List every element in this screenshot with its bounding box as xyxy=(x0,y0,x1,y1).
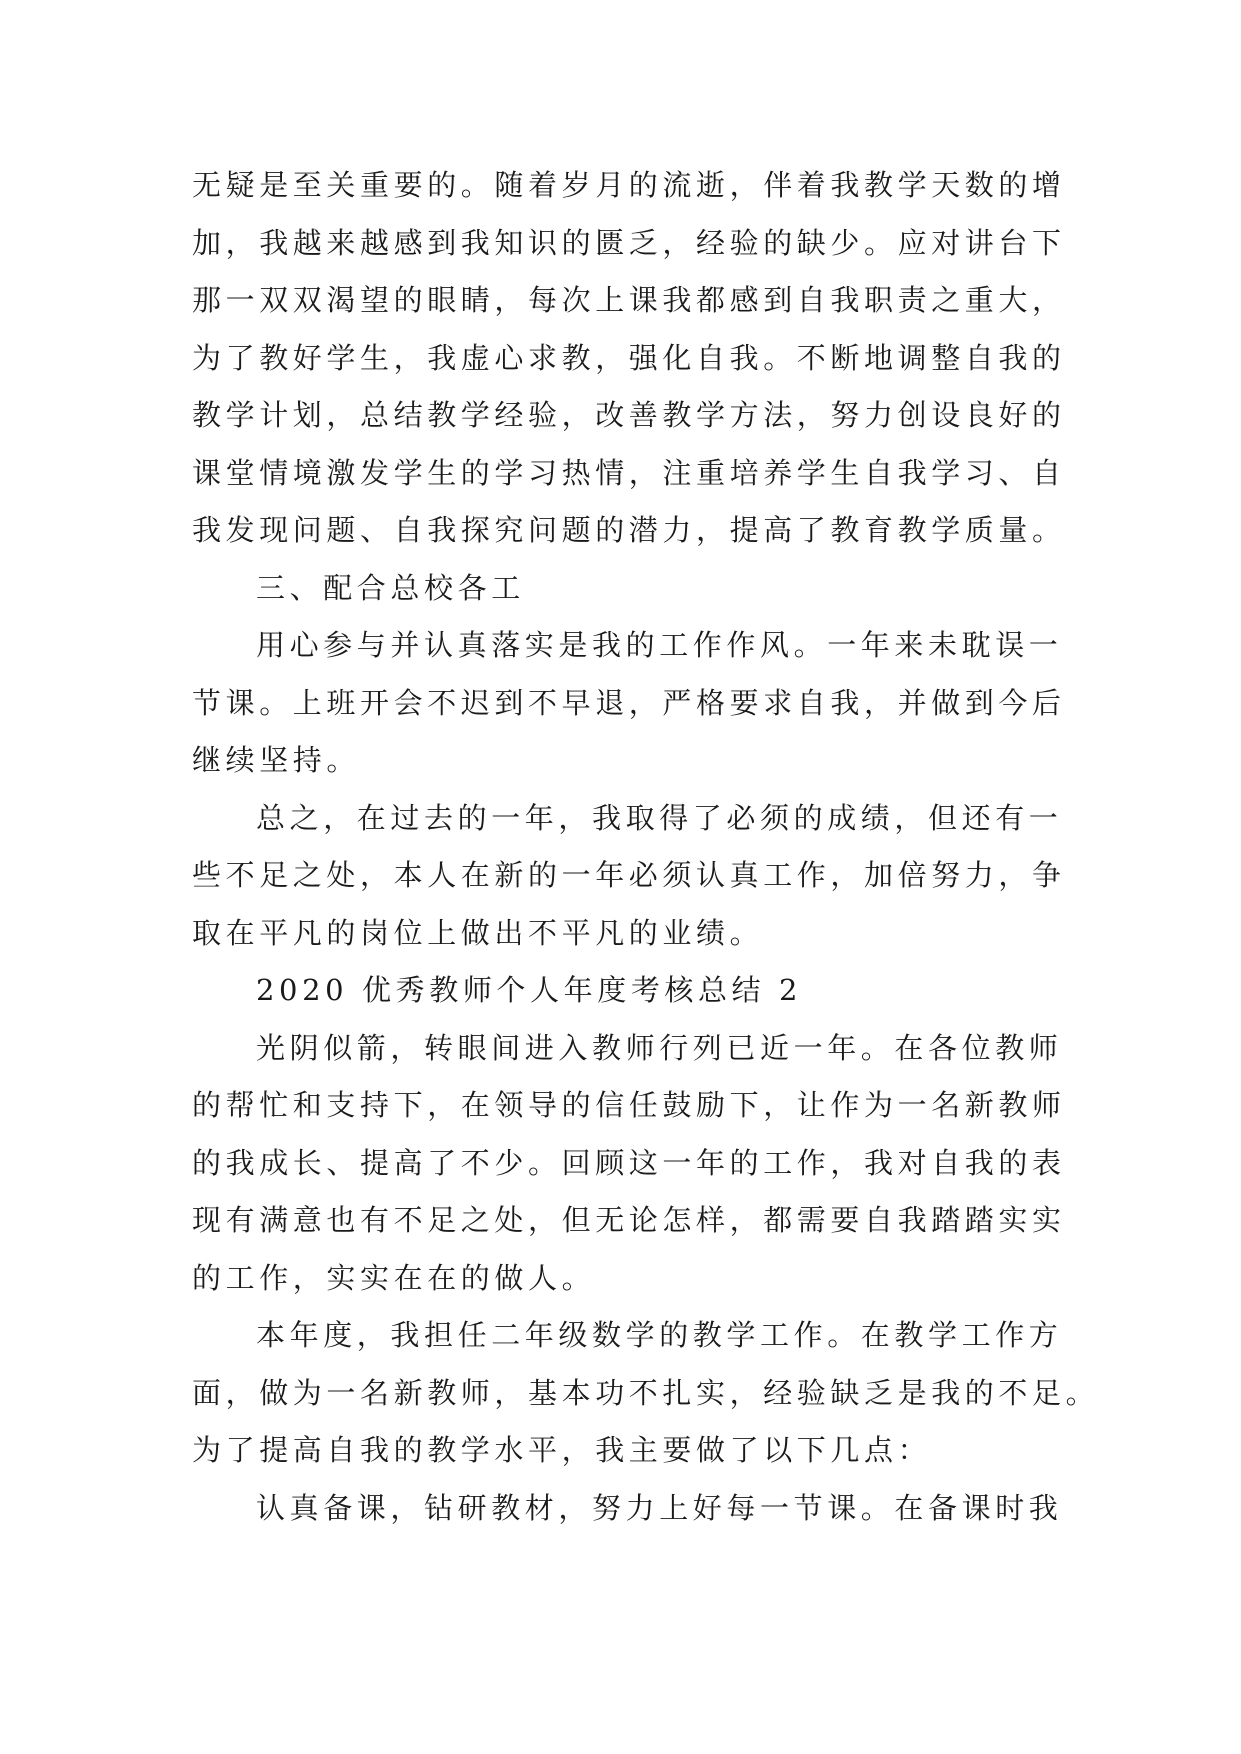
text-line: 加，我越来越感到我知识的匮乏，经验的缺少。应对讲台下 xyxy=(192,225,1066,260)
text-line: 现有满意也有不足之处，但无论怎样，都需要自我踏踏实实 xyxy=(192,1203,1066,1237)
text-line: 面，做为一名新教师，基本功不扎实，经验缺乏是我的不足。 xyxy=(192,1375,1100,1410)
text-line: 无疑是至关重要的。随着岁月的流逝，伴着我教学天数的增 xyxy=(192,168,1066,202)
text-line: 光阴似箭，转眼间进入教师行列已近一年。在各位教师 xyxy=(256,1030,1063,1065)
text-line: 继续坚持。 xyxy=(192,743,361,777)
text-line: 用心参与并认真落实是我的工作作风。一年来未耽误一 xyxy=(256,628,1063,662)
text-line: 那一双双渴望的眼睛，每次上课我都感到自我职责之重大， xyxy=(192,283,1066,317)
text-line: 教学计划，总结教学经验，改善教学方法，努力创设良好的 xyxy=(192,398,1066,432)
text-line: 课堂情境激发学生的学习热情，注重培养学生自我学习、自 xyxy=(192,455,1066,490)
text-line: 为了提高自我的教学水平，我主要做了以下几点： xyxy=(192,1433,932,1467)
text-line: 的帮忙和支持下，在领导的信任鼓励下，让作为一名新教师 xyxy=(192,1088,1066,1122)
text-line: 2020 优秀教师个人年度考核总结 2 xyxy=(256,973,803,1007)
document-body xyxy=(192,157,1100,1537)
text-line: 为了教好学生，我虚心求教，强化自我。不断地调整自我的 xyxy=(192,340,1066,375)
text-line: 本年度，我担任二年级数学的教学工作。在教学工作方 xyxy=(256,1318,1063,1352)
text-line: 我发现问题、自我探究问题的潜力，提高了教育教学质量。 xyxy=(192,513,1066,547)
text-line: 取在平凡的岗位上做出不平凡的业绩。 xyxy=(192,915,764,950)
text-line: 总之，在过去的一年，我取得了必须的成绩，但还有一 xyxy=(256,800,1063,835)
text-line: 些不足之处，本人在新的一年必须认真工作，加倍努力，争 xyxy=(192,858,1066,892)
text-line: 节课。上班开会不迟到不早退，严格要求自我，并做到今后 xyxy=(192,685,1066,720)
text-line: 三、配合总校各工 xyxy=(256,570,525,605)
text-line: 认真备课，钻研教材，努力上好每一节课。在备课时我 xyxy=(256,1490,1063,1525)
text-line: 的我成长、提高了不少。回顾这一年的工作，我对自我的表 xyxy=(192,1145,1066,1180)
text-line: 的工作，实实在在的做人。 xyxy=(192,1260,596,1295)
